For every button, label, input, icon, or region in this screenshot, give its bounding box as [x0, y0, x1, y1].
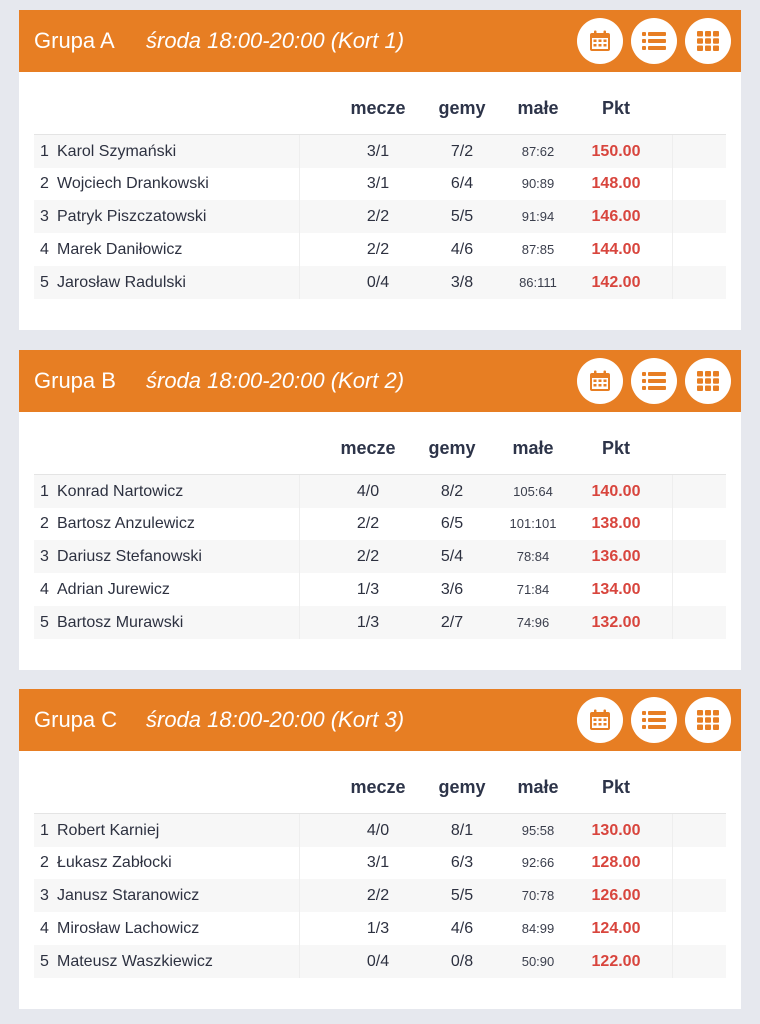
matches-value: 4/0 — [356, 483, 380, 500]
group-schedule: środa 18:00-20:00 (Kort 2) — [146, 368, 405, 393]
games-value: 6/5 — [440, 515, 464, 532]
games-value: 5/4 — [440, 548, 464, 565]
table-row[interactable] — [34, 474, 726, 508]
column-divider — [299, 606, 300, 639]
player-name[interactable]: Bartosz Anzulewicz — [57, 515, 195, 532]
small-points-value: 70:78 — [521, 888, 555, 903]
player-rank: 5 — [40, 274, 49, 291]
player-name[interactable]: Bartosz Murawski — [57, 614, 184, 631]
table-row[interactable] — [34, 134, 726, 168]
small-points-value: 86:111 — [519, 275, 557, 290]
column-divider — [299, 233, 300, 266]
grid-button[interactable] — [685, 358, 731, 404]
points-value: 122.00 — [591, 953, 641, 970]
table-header — [34, 412, 726, 474]
calendar-icon — [588, 369, 612, 393]
table-header — [34, 72, 726, 134]
table-row[interactable] — [34, 507, 726, 540]
table-row[interactable] — [34, 200, 726, 233]
column-divider — [299, 846, 300, 879]
player-rank: 3 — [40, 548, 49, 565]
column-divider — [672, 573, 673, 606]
matches-value: 1/3 — [356, 614, 380, 631]
list-button[interactable] — [631, 697, 677, 743]
list-icon — [641, 709, 667, 731]
group-header — [19, 689, 741, 751]
points-value: 142.00 — [591, 274, 641, 291]
table-row[interactable] — [34, 846, 726, 879]
points-value: 128.00 — [591, 854, 641, 871]
small-points-value: 101:101 — [509, 516, 557, 531]
player-rank: 2 — [40, 854, 49, 871]
column-header-gemy[interactable]: gemy — [438, 98, 486, 118]
header-buttons — [577, 18, 731, 64]
column-divider — [299, 573, 300, 606]
standings-table — [34, 751, 726, 970]
table-header — [34, 751, 726, 813]
games-value: 3/8 — [450, 274, 474, 291]
player-name[interactable]: Robert Karniej — [57, 822, 160, 839]
points-value: 134.00 — [591, 581, 641, 598]
column-header-pkt[interactable]: Pkt — [601, 98, 630, 118]
column-divider — [672, 846, 673, 879]
header-buttons — [577, 358, 731, 404]
points-value: 150.00 — [591, 143, 641, 160]
games-value: 4/6 — [450, 241, 474, 258]
column-divider — [672, 912, 673, 945]
table-row[interactable] — [34, 167, 726, 200]
player-rank: 1 — [40, 143, 49, 160]
player-name[interactable]: Dariusz Stefanowski — [57, 548, 202, 565]
player-rank: 5 — [40, 614, 49, 631]
small-points-value: 87:62 — [521, 144, 555, 159]
group-header — [19, 350, 741, 412]
calendar-button[interactable] — [577, 18, 623, 64]
column-header-male[interactable]: małe — [512, 438, 554, 458]
matches-value: 1/3 — [356, 581, 380, 598]
group-header — [19, 10, 741, 72]
player-rank: 3 — [40, 208, 49, 225]
games-value: 8/1 — [450, 822, 474, 839]
player-name[interactable]: Karol Szymański — [57, 143, 177, 160]
column-header-gemy[interactable]: gemy — [438, 777, 486, 797]
table-row[interactable] — [34, 945, 726, 978]
small-points-value: 90:89 — [521, 176, 555, 191]
points-value: 136.00 — [591, 548, 641, 565]
column-divider — [672, 233, 673, 266]
points-value: 126.00 — [591, 887, 641, 904]
column-header-mecze[interactable]: mecze — [340, 438, 396, 458]
matches-value: 3/1 — [366, 143, 390, 160]
matches-value: 4/0 — [366, 822, 390, 839]
column-header-gemy[interactable]: gemy — [428, 438, 476, 458]
calendar-icon — [588, 708, 612, 732]
player-name[interactable]: Łukasz Zabłocki — [57, 854, 172, 871]
table-row[interactable] — [34, 540, 726, 573]
grid-icon — [696, 370, 720, 392]
games-value: 6/3 — [450, 854, 474, 871]
small-points-value: 74:96 — [516, 615, 550, 630]
grid-icon — [696, 709, 720, 731]
column-divider — [672, 507, 673, 540]
player-rank: 4 — [40, 920, 49, 937]
small-points-value: 105:64 — [513, 484, 553, 499]
games-value: 0/8 — [450, 953, 474, 970]
player-name[interactable]: Mateusz Waszkiewicz — [57, 953, 213, 970]
column-divider — [672, 606, 673, 639]
grid-button[interactable] — [685, 697, 731, 743]
header-buttons — [577, 697, 731, 743]
column-divider — [672, 879, 673, 912]
player-name[interactable]: Mirosław Lachowicz — [57, 920, 200, 937]
points-value: 148.00 — [591, 175, 641, 192]
calendar-button[interactable] — [577, 358, 623, 404]
column-divider — [672, 945, 673, 978]
column-divider — [299, 475, 300, 508]
player-name[interactable]: Patryk Piszczatowski — [57, 208, 207, 225]
column-header-mecze[interactable]: mecze — [350, 777, 406, 797]
matches-value: 2/2 — [366, 887, 390, 904]
group-title: Grupa C — [34, 707, 118, 732]
player-rank: 5 — [40, 953, 49, 970]
column-divider — [299, 540, 300, 573]
table-row[interactable] — [34, 879, 726, 912]
column-divider — [299, 814, 300, 847]
matches-value: 3/1 — [366, 854, 390, 871]
small-points-value: 84:99 — [521, 921, 555, 936]
matches-value: 1/3 — [366, 920, 390, 937]
table-row[interactable] — [34, 233, 726, 266]
column-header-male[interactable]: małe — [517, 777, 559, 797]
small-points-value: 87:85 — [521, 242, 555, 257]
player-rank: 4 — [40, 241, 49, 258]
column-divider — [299, 507, 300, 540]
table-row[interactable] — [34, 912, 726, 945]
group-schedule: środa 18:00-20:00 (Kort 3) — [146, 707, 405, 732]
player-rank: 1 — [40, 822, 49, 839]
matches-value: 0/4 — [366, 274, 390, 291]
list-icon — [641, 30, 667, 52]
column-divider — [672, 167, 673, 200]
points-value: 124.00 — [591, 920, 641, 937]
column-divider — [672, 200, 673, 233]
small-points-value: 50:90 — [521, 954, 555, 969]
column-header-male[interactable]: małe — [517, 98, 559, 118]
games-value: 3/6 — [440, 581, 464, 598]
player-rank: 3 — [40, 887, 49, 904]
player-name[interactable]: Wojciech Drankowski — [57, 175, 209, 192]
small-points-value: 78:84 — [516, 549, 550, 564]
list-button[interactable] — [631, 18, 677, 64]
calendar-button[interactable] — [577, 697, 623, 743]
points-value: 144.00 — [591, 241, 641, 258]
column-divider — [299, 945, 300, 978]
small-points-value: 71:84 — [516, 582, 550, 597]
list-button[interactable] — [631, 358, 677, 404]
points-value: 138.00 — [591, 515, 641, 532]
column-divider — [299, 135, 300, 168]
grid-icon — [696, 30, 720, 52]
games-value: 7/2 — [450, 143, 474, 160]
matches-value: 2/2 — [356, 515, 380, 532]
matches-value: 2/2 — [366, 208, 390, 225]
matches-value: 0/4 — [366, 953, 390, 970]
group-card — [19, 350, 741, 670]
player-rank: 4 — [40, 581, 49, 598]
group-card — [19, 10, 741, 330]
games-value: 4/6 — [450, 920, 474, 937]
column-divider — [299, 879, 300, 912]
points-value: 132.00 — [591, 614, 641, 631]
small-points-value: 95:58 — [521, 823, 555, 838]
matches-value: 3/1 — [366, 175, 390, 192]
standings-table — [34, 72, 726, 291]
column-divider — [672, 540, 673, 573]
games-value: 8/2 — [440, 483, 464, 500]
column-divider — [672, 135, 673, 168]
player-name[interactable]: Adrian Jurewicz — [57, 581, 170, 598]
column-divider — [299, 167, 300, 200]
calendar-icon — [588, 29, 612, 53]
column-divider — [299, 266, 300, 299]
matches-value: 2/2 — [366, 241, 390, 258]
list-icon — [641, 370, 667, 392]
player-rank: 2 — [40, 175, 49, 192]
table-row[interactable] — [34, 573, 726, 606]
column-header-pkt[interactable]: Pkt — [601, 438, 630, 458]
points-value: 130.00 — [591, 822, 641, 839]
column-divider — [299, 912, 300, 945]
small-points-value: 92:66 — [521, 855, 555, 870]
games-value: 2/7 — [440, 614, 464, 631]
group-title: Grupa B — [34, 368, 116, 393]
column-header-pkt[interactable]: Pkt — [601, 777, 630, 797]
column-divider — [672, 266, 673, 299]
player-rank: 1 — [40, 483, 49, 500]
games-value: 6/4 — [450, 175, 474, 192]
standings-table — [34, 412, 726, 631]
grid-button[interactable] — [685, 18, 731, 64]
player-name[interactable]: Janusz Staranowicz — [57, 887, 200, 904]
small-points-value: 91:94 — [521, 209, 555, 224]
player-name[interactable]: Jarosław Radulski — [57, 274, 186, 291]
group-card — [19, 689, 741, 1009]
table-row[interactable] — [34, 813, 726, 847]
player-name[interactable]: Marek Daniłowicz — [57, 241, 183, 258]
group-schedule: środa 18:00-20:00 (Kort 1) — [146, 28, 405, 53]
table-row[interactable] — [34, 266, 726, 299]
table-row[interactable] — [34, 606, 726, 639]
games-value: 5/5 — [450, 887, 474, 904]
player-name[interactable]: Konrad Nartowicz — [57, 483, 184, 500]
column-divider — [672, 814, 673, 847]
games-value: 5/5 — [450, 208, 474, 225]
group-title: Grupa A — [34, 28, 115, 53]
points-value: 146.00 — [591, 208, 641, 225]
player-rank: 2 — [40, 515, 49, 532]
column-divider — [299, 200, 300, 233]
column-divider — [672, 475, 673, 508]
column-header-mecze[interactable]: mecze — [350, 98, 406, 118]
points-value: 140.00 — [591, 483, 641, 500]
matches-value: 2/2 — [356, 548, 380, 565]
